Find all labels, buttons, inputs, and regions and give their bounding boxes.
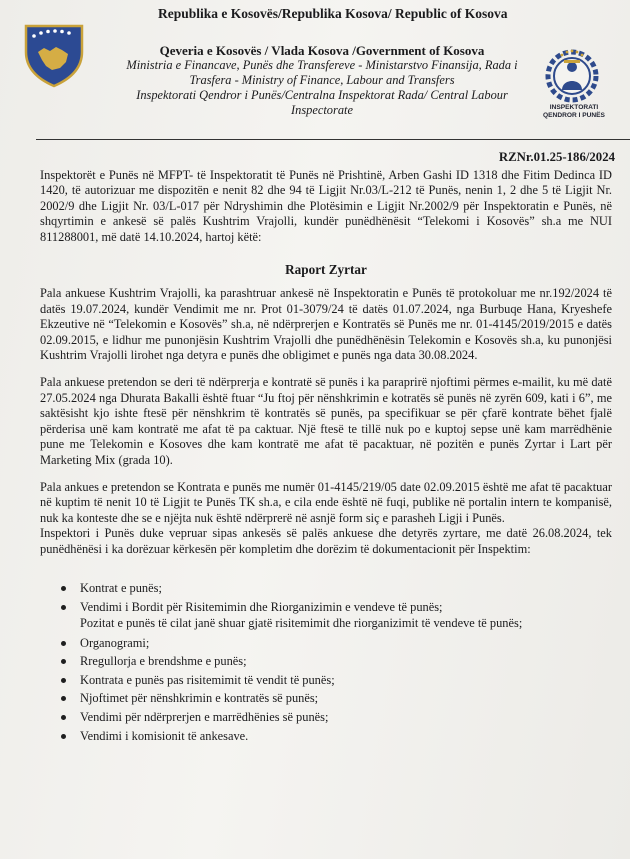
intro-paragraph: Inspektorët e Punës në MFPT- të Inspektoratit të Punës në Prishtinë, Arben Gashi ID 1318 dhe Fitim Dedinca ID 1420, të autorizuar me dispozitën e nenit 82 dhe 94 të Ligjit Nr.03/L-212 të Punës, nenin 1, 2 dhe 5 të Ligjit Nr. 2002/9 dhe Ligjit Nr. 03/L-017 për Ndryshimin dhe Plotësimin e Ligjit Nr.2002/9 për Inspektoratin e Punës, në shqyrtimin e ankesë së palës Kushtrim Vrajolli, kundër punëdhënësit “Telekomi i Kosovës” sh.a me NUI 811288001, më datë 14.10.2024, hartoj këtë: [40,168,612,244]
document-list [40,581,612,614]
list-item: Kontrata e punës pas risitemimit të vendit të punës; [40,673,612,687]
header-divider [36,139,630,140]
kosovo-coat-of-arms-icon [22,22,86,88]
list-item: Vendimi i Bordit për Risitemimin dhe Riorganizimin e vendeve të punës; [40,600,612,614]
list-item: Rregullorja e brendshme e punës; [40,654,612,668]
document-body [40,168,612,747]
inspectorate-gear-logo-icon [540,46,604,106]
paragraph-4: Inspektori i Punës duke vepruar sipas ankesës së palës ankuese dhe detyrës zyrtare, me datë 26.08.2024, tek punëdhënësi i ka dorëzuar kërkesën për kompletim dhe dorëzim të dokumentacionit për Inspektim: [40,526,612,556]
government-header [112,43,532,118]
republic-header: Republika e Kosovës/Republika Kosova/ Republic of Kosova [158,6,508,21]
document-list-continued [40,636,612,743]
government-name: Qeveria e Kosovës / Vlada Kosova /Government of Kosova [159,43,485,58]
paragraph-2: Pala ankuese pretendon se deri të ndërprerja e kontratë së punës i ka paraprirë njoftimi përmes e-mailit, ku më datë 27.05.2024 nga Dhurata Bakalli është ftuar “Ju ftoj për nënshkrimin e kotratës së punës në zyrën 609, kati i 6”, me saktësisht kjo ishte ftesë për nënshkrim të kontratës së punës, pa specifikuar se për çfarë kontrate bëhet fjalë përderisa unë kam kontratë me afat të pa caktuar. Një ftesë te tillë nuk po e kuptoj sepse unë kam marrëdhënie pune me Telekomin e Kosoves dhe kam kontratë me afat të pacaktuar, në pozitën e punës Zyrtar i Lart për Marketing Mix (grada 10). [40,375,612,467]
report-title: Raport Zyrtar [285,262,367,278]
inspectorate-name: Inspektorati Qendror i Punës/Centralna Inspektorat Rada/ Central Labour Inspectorate [136,88,508,117]
logo-caption: INSPEKTORATI QENDROR I PUNËS [543,104,605,119]
list-item: Organogrami; [40,636,612,650]
list-item-note: Pozitat e punës të cilat janë shuar gjatë risitemimit dhe riorganizimit të vendeve të punës; [80,616,523,631]
reference-number: RZNr.01.25-186/2024 [498,150,615,164]
list-item: Vendimi për ndërprerjen e marrëdhënies së punës; [40,710,612,724]
paragraph-3: Pala ankues e pretendon se Kontrata e punës me numër 01-4145/219/05 date 02.09.2015 është me afat të pacaktuar në kuptim të nenit 10 të Ligjit te Punës TK sh.a, e cila ende është në fuqi, publike në portalin intern te kompanisë, nuk ka konteste dhe se e njëjta nuk është ndërprerë në asnjë form siç e parasheh Ligji i Punës. [40,479,612,525]
list-item: Kontrat e punës; [40,581,612,595]
list-item: Njoftimet për nënshkrimin e kontratës së punës; [40,691,612,705]
ministry-name: Ministria e Financave, Punës dhe Transfereve - Ministarstvo Finansija, Rada i Trasfera - Ministry of Finance, Labour and Transfers [126,58,518,87]
list-item: Vendimi i komisionit të ankesave. [40,729,612,743]
paragraph-1: Pala ankuese Kushtrim Vrajolli, ka parashtruar ankesë në Inspektoratin e Punës të protokoluar me nr.192/2024 të datës 19.07.2024, kundër Vendimit me nr. Prot 01-3079/24 të datës 01.07.2024, nga Burbuqe Hana, Kryeshefe Ekzeutive në “Telekomin e Kosovës” sh.a, në ndërprerjen e Kontratës së Punës me nr. 01-4145/2019/2015 e datës 02.09.2015, e lidhur me punonjësin Kushtrim Vrajolli dhe punëdhënësin Telekomin e Kosovës sh.a, ku punonjësi Kushtrim Vrajolli lirohet nga detyra e punës dhe obligimet e punës nga data 30.08.2024. [40,286,612,363]
